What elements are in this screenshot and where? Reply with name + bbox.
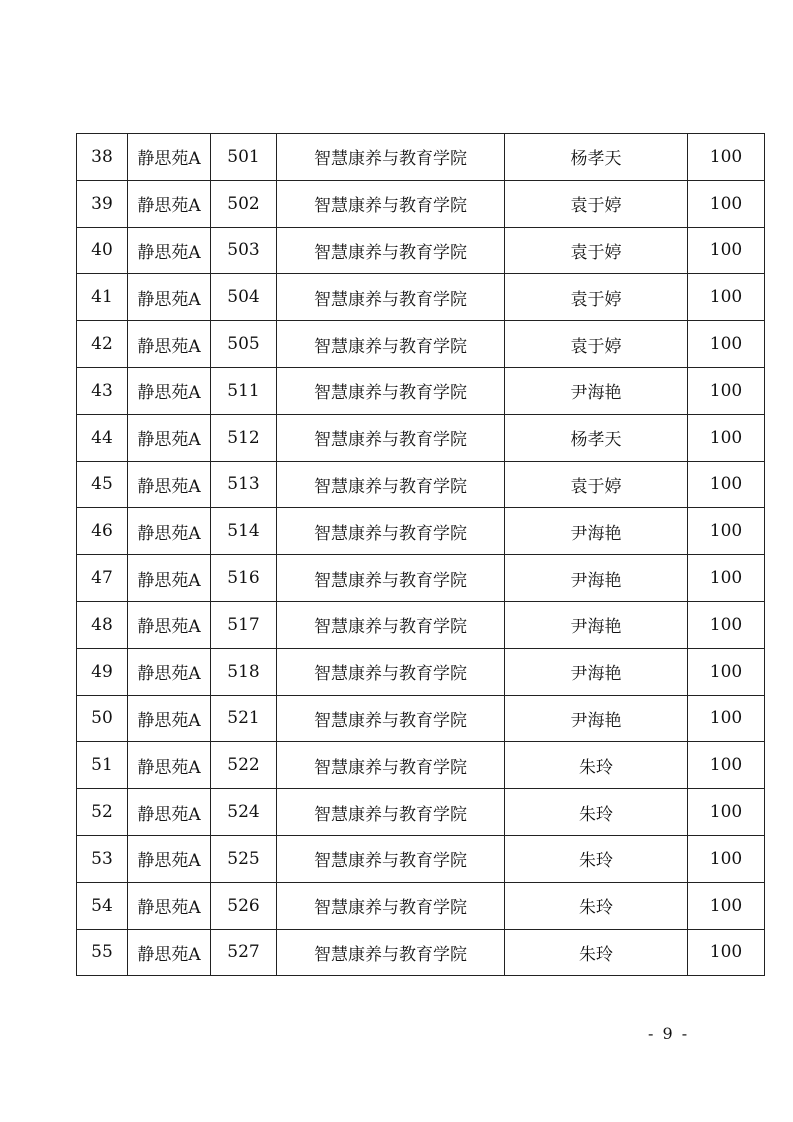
college-cell: 智慧康养与教育学院 <box>277 648 505 695</box>
building-cell: 静思苑A <box>128 274 211 321</box>
score-cell: 100 <box>688 601 765 648</box>
score-cell: 100 <box>688 882 765 929</box>
score-cell: 100 <box>688 742 765 789</box>
college-cell: 智慧康养与教育学院 <box>277 461 505 508</box>
table-row <box>77 742 765 789</box>
teacher-cell: 尹海艳 <box>505 367 688 414</box>
building-cell: 静思苑A <box>128 882 211 929</box>
college-cell: 智慧康养与教育学院 <box>277 180 505 227</box>
teacher-cell: 朱玲 <box>505 882 688 929</box>
room-cell: 501 <box>211 134 277 181</box>
building-cell: 静思苑A <box>128 648 211 695</box>
teacher-cell: 尹海艳 <box>505 695 688 742</box>
college-cell: 智慧康养与教育学院 <box>277 789 505 836</box>
college-cell: 智慧康养与教育学院 <box>277 929 505 976</box>
college-cell: 智慧康养与教育学院 <box>277 835 505 882</box>
score-cell: 100 <box>688 695 765 742</box>
score-cell: 100 <box>688 227 765 274</box>
room-cell: 504 <box>211 274 277 321</box>
page-number: - 9 - <box>648 1024 690 1043</box>
score-cell: 100 <box>688 180 765 227</box>
row-number-cell: 52 <box>77 789 128 836</box>
table-row <box>77 461 765 508</box>
teacher-cell: 尹海艳 <box>505 555 688 602</box>
table-row <box>77 367 765 414</box>
teacher-cell: 杨孝天 <box>505 134 688 181</box>
room-cell: 518 <box>211 648 277 695</box>
room-cell: 505 <box>211 321 277 368</box>
room-cell: 503 <box>211 227 277 274</box>
room-cell: 517 <box>211 601 277 648</box>
table-row <box>77 180 765 227</box>
building-cell: 静思苑A <box>128 508 211 555</box>
building-cell: 静思苑A <box>128 601 211 648</box>
building-cell: 静思苑A <box>128 695 211 742</box>
building-cell: 静思苑A <box>128 321 211 368</box>
teacher-cell: 袁于婷 <box>505 180 688 227</box>
table-row <box>77 835 765 882</box>
row-number-cell: 43 <box>77 367 128 414</box>
row-number-cell: 44 <box>77 414 128 461</box>
table-row <box>77 414 765 461</box>
college-cell: 智慧康养与教育学院 <box>277 555 505 602</box>
score-cell: 100 <box>688 461 765 508</box>
college-cell: 智慧康养与教育学院 <box>277 321 505 368</box>
teacher-cell: 朱玲 <box>505 789 688 836</box>
score-cell: 100 <box>688 321 765 368</box>
table-row <box>77 508 765 555</box>
college-cell: 智慧康养与教育学院 <box>277 882 505 929</box>
score-cell: 100 <box>688 508 765 555</box>
table-row <box>77 555 765 602</box>
college-cell: 智慧康养与教育学院 <box>277 695 505 742</box>
room-cell: 502 <box>211 180 277 227</box>
row-number-cell: 39 <box>77 180 128 227</box>
teacher-cell: 尹海艳 <box>505 508 688 555</box>
college-cell: 智慧康养与教育学院 <box>277 134 505 181</box>
building-cell: 静思苑A <box>128 461 211 508</box>
room-cell: 525 <box>211 835 277 882</box>
teacher-cell: 杨孝天 <box>505 414 688 461</box>
row-number-cell: 49 <box>77 648 128 695</box>
building-cell: 静思苑A <box>128 227 211 274</box>
row-number-cell: 46 <box>77 508 128 555</box>
row-number-cell: 48 <box>77 601 128 648</box>
score-cell: 100 <box>688 134 765 181</box>
college-cell: 智慧康养与教育学院 <box>277 601 505 648</box>
teacher-cell: 尹海艳 <box>505 601 688 648</box>
score-cell: 100 <box>688 648 765 695</box>
table-row <box>77 695 765 742</box>
room-cell: 522 <box>211 742 277 789</box>
room-cell: 513 <box>211 461 277 508</box>
building-cell: 静思苑A <box>128 835 211 882</box>
row-number-cell: 51 <box>77 742 128 789</box>
table-row <box>77 134 765 181</box>
teacher-cell: 袁于婷 <box>505 227 688 274</box>
building-cell: 静思苑A <box>128 367 211 414</box>
college-cell: 智慧康养与教育学院 <box>277 742 505 789</box>
teacher-cell: 袁于婷 <box>505 274 688 321</box>
row-number-cell: 47 <box>77 555 128 602</box>
college-cell: 智慧康养与教育学院 <box>277 508 505 555</box>
teacher-cell: 尹海艳 <box>505 648 688 695</box>
table-row <box>77 648 765 695</box>
building-cell: 静思苑A <box>128 789 211 836</box>
college-cell: 智慧康养与教育学院 <box>277 227 505 274</box>
room-cell: 524 <box>211 789 277 836</box>
table-row <box>77 274 765 321</box>
room-cell: 512 <box>211 414 277 461</box>
room-cell: 526 <box>211 882 277 929</box>
college-cell: 智慧康养与教育学院 <box>277 414 505 461</box>
row-number-cell: 42 <box>77 321 128 368</box>
dormitory-score-table <box>76 133 765 976</box>
table-row <box>77 882 765 929</box>
table-body <box>77 134 765 976</box>
college-cell: 智慧康养与教育学院 <box>277 274 505 321</box>
table-row <box>77 929 765 976</box>
teacher-cell: 袁于婷 <box>505 461 688 508</box>
room-cell: 516 <box>211 555 277 602</box>
building-cell: 静思苑A <box>128 134 211 181</box>
score-cell: 100 <box>688 414 765 461</box>
row-number-cell: 40 <box>77 227 128 274</box>
room-cell: 514 <box>211 508 277 555</box>
building-cell: 静思苑A <box>128 742 211 789</box>
teacher-cell: 朱玲 <box>505 929 688 976</box>
score-cell: 100 <box>688 929 765 976</box>
row-number-cell: 55 <box>77 929 128 976</box>
table-row <box>77 789 765 836</box>
row-number-cell: 50 <box>77 695 128 742</box>
score-cell: 100 <box>688 367 765 414</box>
table-row <box>77 321 765 368</box>
score-cell: 100 <box>688 789 765 836</box>
building-cell: 静思苑A <box>128 180 211 227</box>
score-cell: 100 <box>688 274 765 321</box>
room-cell: 521 <box>211 695 277 742</box>
room-cell: 511 <box>211 367 277 414</box>
score-cell: 100 <box>688 835 765 882</box>
teacher-cell: 朱玲 <box>505 742 688 789</box>
table-row <box>77 227 765 274</box>
teacher-cell: 袁于婷 <box>505 321 688 368</box>
room-cell: 527 <box>211 929 277 976</box>
row-number-cell: 45 <box>77 461 128 508</box>
row-number-cell: 38 <box>77 134 128 181</box>
score-cell: 100 <box>688 555 765 602</box>
row-number-cell: 54 <box>77 882 128 929</box>
building-cell: 静思苑A <box>128 555 211 602</box>
building-cell: 静思苑A <box>128 929 211 976</box>
row-number-cell: 41 <box>77 274 128 321</box>
row-number-cell: 53 <box>77 835 128 882</box>
table-row <box>77 601 765 648</box>
teacher-cell: 朱玲 <box>505 835 688 882</box>
college-cell: 智慧康养与教育学院 <box>277 367 505 414</box>
building-cell: 静思苑A <box>128 414 211 461</box>
